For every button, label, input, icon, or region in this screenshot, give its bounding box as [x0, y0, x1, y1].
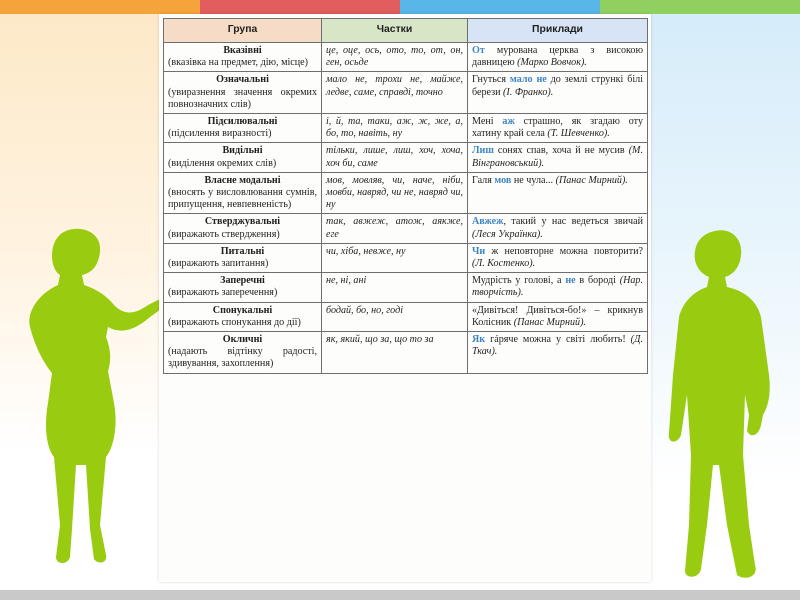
table-body — [164, 43, 648, 374]
table-row — [164, 172, 648, 214]
example-cell — [468, 43, 648, 72]
example-particle: мов — [494, 174, 512, 186]
woman-silhouette-icon — [10, 225, 170, 570]
table-row — [164, 114, 648, 143]
example-author: (Панас Мирний). — [553, 174, 628, 186]
example-text: Галя — [472, 174, 495, 186]
example-cell — [468, 72, 648, 114]
table-row — [164, 214, 648, 243]
group-description: (надають відтінку радості, здивування, захоплення) — [168, 346, 317, 370]
example-cell — [468, 143, 648, 172]
example-author: (І. Франко). — [500, 86, 554, 98]
group-name: Видільні — [222, 145, 263, 157]
group-description: (виражають заперечення) — [168, 287, 278, 299]
particles-cell: це, оце, ось, ото, то, от, он, ген, осьде — [322, 43, 468, 72]
stripe-red — [200, 0, 400, 14]
table-header-row — [164, 19, 648, 43]
group-cell — [164, 214, 322, 243]
example-cell — [468, 214, 648, 243]
example-author: (Марко Вовчок). — [514, 57, 587, 69]
stripe-orange — [0, 0, 200, 14]
column-header-group: Група — [164, 19, 322, 43]
particles-cell: чи, хіба, невже, ну — [322, 243, 468, 272]
group-description: (виражають ствердження) — [168, 228, 280, 240]
table-row — [164, 143, 648, 172]
example-author: (М. Вінграновський). — [472, 145, 643, 169]
group-name: Означальні — [216, 74, 269, 86]
table-row — [164, 273, 648, 302]
example-text: в бороді — [575, 275, 616, 287]
example-author: (Леся Українка). — [472, 228, 543, 240]
group-cell — [164, 332, 322, 374]
group-name: Окличні — [222, 334, 263, 346]
group-cell — [164, 143, 322, 172]
group-cell — [164, 273, 322, 302]
man-silhouette-icon — [655, 225, 785, 585]
example-text: сонях спав, хоча й не мусив — [493, 145, 625, 157]
particles-cell: мов, мовляв, чи, наче, ніби, мовби, навряд, чи не, навряд чи, ну — [322, 172, 468, 214]
textbook-page — [159, 14, 651, 582]
group-name: Підсилювальні — [207, 116, 278, 128]
group-cell — [164, 114, 322, 143]
column-header-parts: Частки — [322, 19, 468, 43]
group-cell — [164, 302, 322, 331]
example-text: , такий у нас ведеться звичай — [503, 216, 643, 228]
group-cell — [164, 43, 322, 72]
table-row — [164, 332, 648, 374]
example-text: не чула... — [511, 174, 554, 186]
example-cell — [468, 273, 648, 302]
group-cell — [164, 72, 322, 114]
example-author: (Нар. творчість). — [472, 275, 643, 299]
table-row — [164, 302, 648, 331]
group-description: (виражають спонукання до дії) — [168, 316, 301, 328]
example-particle: Як — [472, 334, 486, 346]
particles-cell: так, авжеж, атож, аякже, еге — [322, 214, 468, 243]
folder-icon — [683, 335, 705, 387]
table-row — [164, 243, 648, 272]
group-name: Питальні — [220, 245, 265, 257]
group-name: Заперечні — [220, 275, 265, 287]
group-cell — [164, 243, 322, 272]
column-header-examples: Приклади — [468, 19, 648, 43]
example-particle: Чи — [472, 245, 486, 257]
example-text: гáряче можна у світі любить! — [485, 334, 626, 346]
example-particle: не — [565, 275, 576, 287]
example-particle: Авжеж — [472, 216, 504, 228]
particles-cell: як, який, що за, що то за — [322, 332, 468, 374]
group-cell — [164, 172, 322, 214]
particles-table — [163, 18, 648, 374]
example-text: мурована церква з високою давницею — [472, 45, 643, 69]
example-cell — [468, 172, 648, 214]
example-author: (Т. Шевченко). — [544, 128, 610, 140]
group-name: Стверджувальні — [204, 216, 281, 228]
particles-cell: не, ні, ані — [322, 273, 468, 302]
example-particle: Лиш — [472, 145, 494, 157]
particles-cell: тільки, лише, лиш, хоч, хоча, хоч би, саме — [322, 143, 468, 172]
group-description: (підсилення виразності) — [168, 128, 272, 140]
particles-cell: бодай, бо, но, годі — [322, 302, 468, 331]
group-description: (вказівка на предмет, дію, місце) — [168, 57, 309, 69]
particles-cell: мало не, трохи не, майже, ледве, саме, справді, точно — [322, 72, 468, 114]
example-text: Мені — [472, 116, 503, 128]
example-cell — [468, 302, 648, 331]
example-particle: мало не — [509, 74, 547, 86]
example-text: Мудрість у голові, а — [472, 275, 566, 287]
example-cell — [468, 332, 648, 374]
group-description: (вносять у висловлювання сумнів, припущення, невпевненість) — [168, 187, 317, 211]
example-text: до землі стрункі білі берези — [472, 74, 643, 98]
example-author: (Л. Костенко). — [472, 258, 536, 270]
stripe-green — [600, 0, 800, 14]
group-description: (виражають запитання) — [168, 258, 269, 270]
table-row — [164, 43, 648, 72]
example-text: «Дивіться! Дивіться-бо!» – крикнув Колісник — [472, 304, 643, 328]
example-cell — [468, 243, 648, 272]
particles-cell: і, й, та, таки, аж, ж, же, а, бо, то, навіть, ну — [322, 114, 468, 143]
group-description: (виділення окремих слів) — [168, 157, 277, 169]
example-author: (Д. Ткач). — [472, 334, 643, 358]
stripe-blue — [400, 0, 600, 14]
bottom-bar — [0, 590, 800, 600]
example-particle: аж — [502, 116, 515, 128]
example-text: Гнуться — [472, 74, 510, 86]
table-row — [164, 72, 648, 114]
example-particle: От — [472, 45, 485, 56]
example-text: ж неповторне можна повторити? — [485, 245, 643, 257]
top-color-stripes — [0, 0, 800, 14]
example-text: страшно, як згадаю оту хатину край села — [472, 116, 643, 140]
group-name: Вказівні — [223, 45, 262, 56]
example-cell — [468, 114, 648, 143]
example-author: (Панас Мирний). — [511, 316, 586, 328]
group-description: (увиразнення значення окремих повнозначних слів) — [168, 86, 317, 110]
group-name: Власне модальні — [204, 174, 281, 186]
group-name: Спонукальні — [212, 304, 273, 316]
